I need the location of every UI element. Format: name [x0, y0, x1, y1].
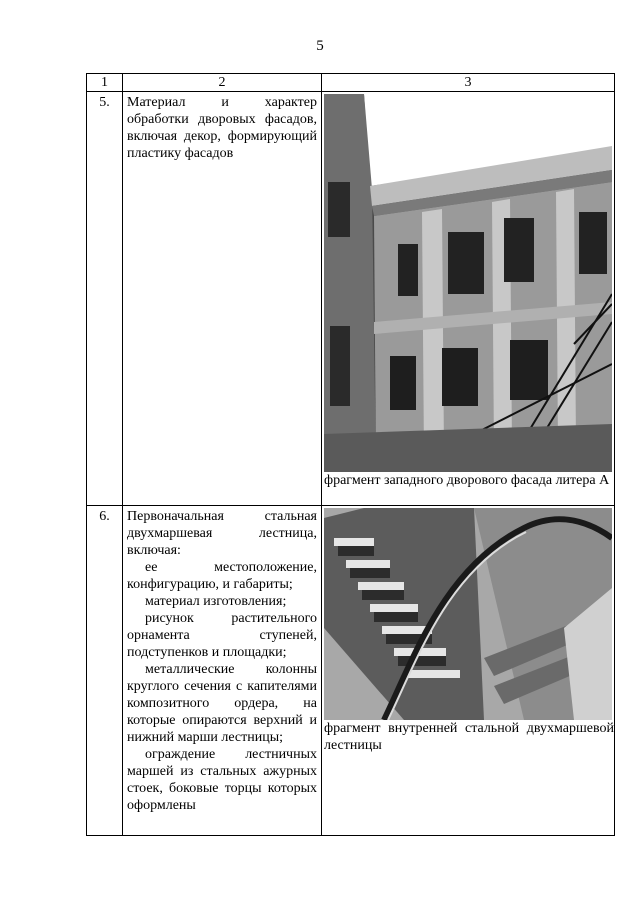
- row-description-item: рисунок растительного орнамента ступеней, подступенков и площадки;: [127, 611, 317, 660]
- page-number: 5: [316, 38, 324, 54]
- row-number-cell: [87, 506, 123, 836]
- row-description-item: ограждение лестничных маршей из стальных ажурных стоек, боковые торцы которых оформлены: [127, 747, 317, 813]
- row-description-cell: [123, 506, 322, 836]
- row-description-item: ее местоположение, конфигурацию, и габариты;: [127, 560, 317, 592]
- table-row: [87, 506, 615, 836]
- header-col-2: 2: [123, 74, 322, 92]
- row-description: Материал и характер обработки дворовых фасадов, включая декор, формирующий пластику фасадов: [127, 95, 317, 161]
- row-image-cell: [322, 506, 615, 836]
- row-image-cell: [322, 92, 615, 506]
- courtyard-facade-photo: [324, 94, 612, 472]
- row-number-cell: [87, 92, 123, 506]
- row-description-intro: Первоначальная стальная двухмаршевая лестница, включая:: [127, 509, 317, 558]
- row-description-cell: [123, 92, 322, 506]
- header-col-3: 3: [322, 74, 615, 92]
- header-col-1: 1: [87, 74, 123, 92]
- table-row: [87, 92, 615, 506]
- monument-features-table: [86, 73, 615, 836]
- row-number: 5.: [99, 95, 110, 110]
- row-description-item: материал изготовления;: [145, 594, 287, 609]
- staircase-photo: [324, 508, 612, 720]
- image-caption: фрагмент внутренней стальной двухмаршевой лестницы: [324, 721, 614, 753]
- row-description-item: металлические колонны круглого сечения с капителями композитного ордера, на которые опираются верхний и нижний марши лестницы;: [127, 662, 317, 745]
- image-caption: фрагмент западного дворового фасада литера А: [324, 473, 610, 488]
- row-number: 6.: [99, 509, 110, 524]
- table-header-row: [87, 74, 615, 92]
